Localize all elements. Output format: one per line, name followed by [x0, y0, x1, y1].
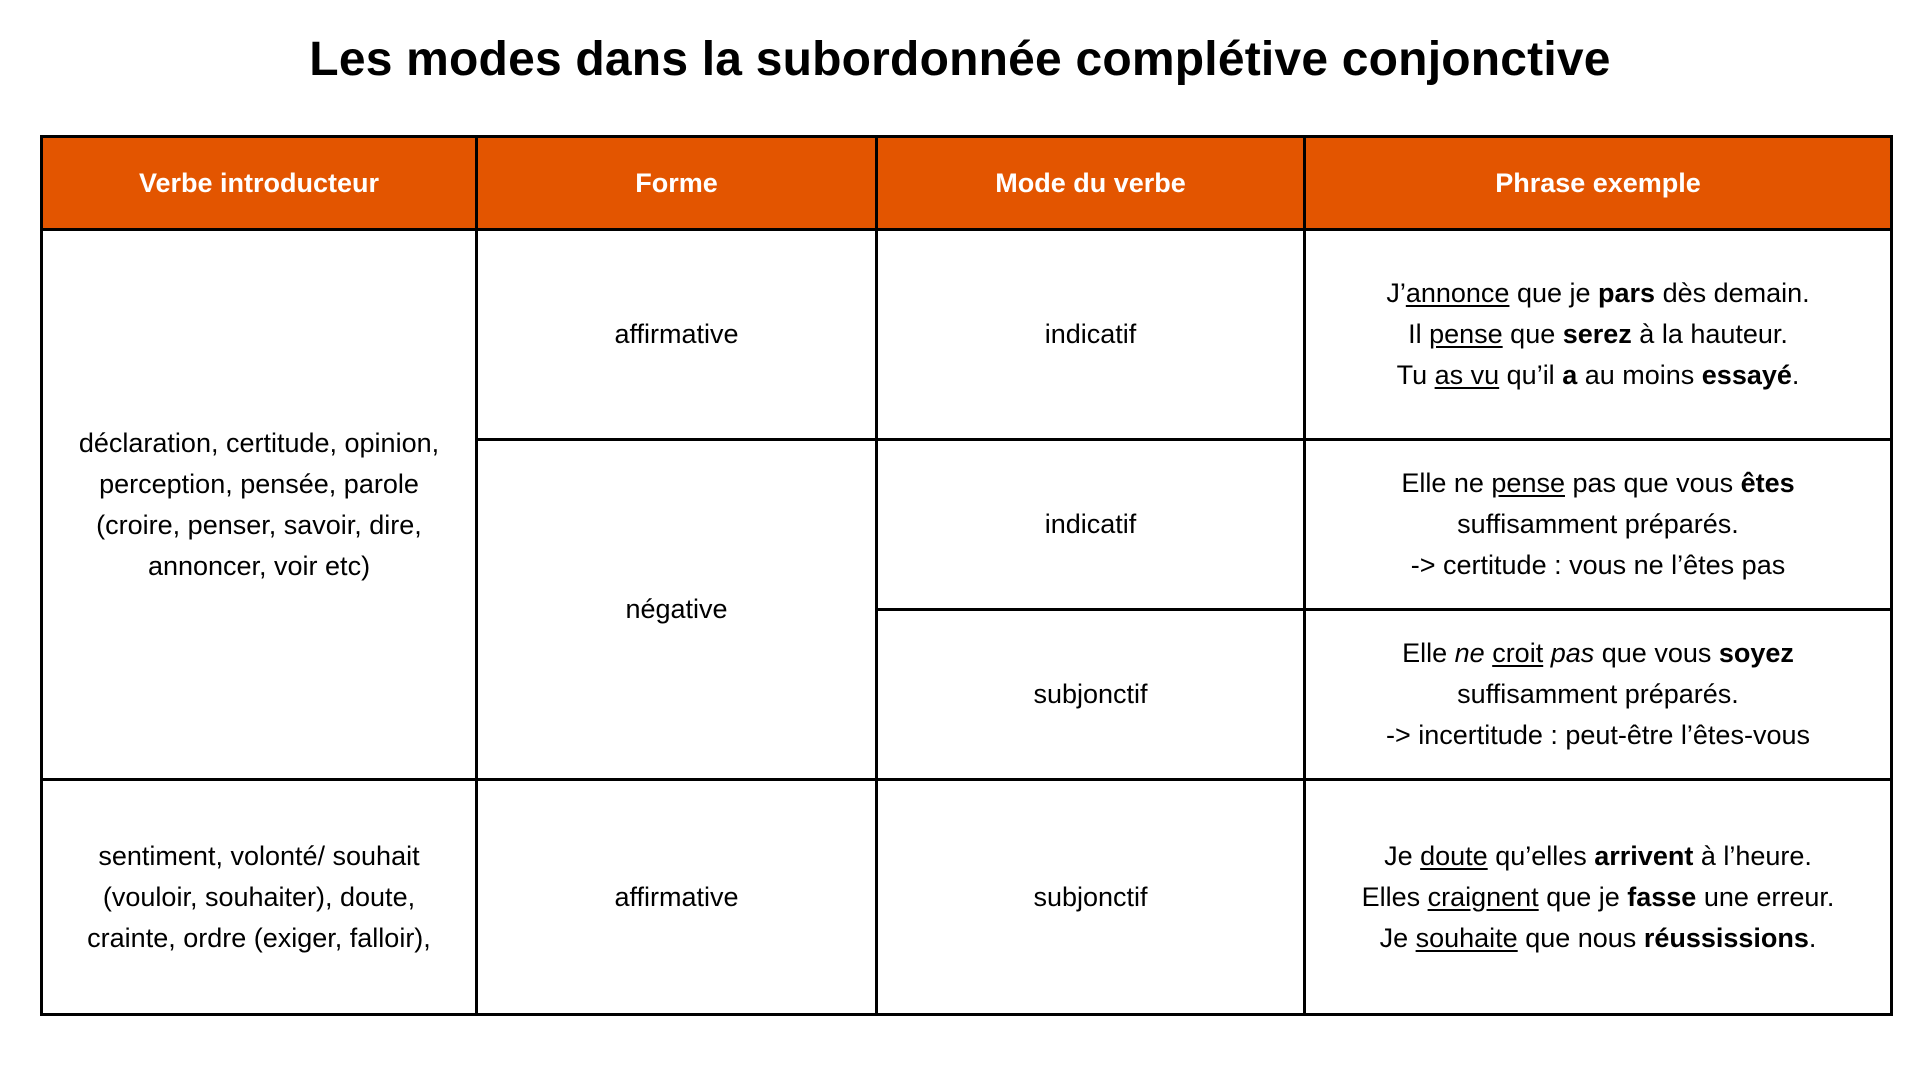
verbe-cell: déclaration, certitude, opinion, perception, pensée, parole (croire, penser, savoir, dire, annoncer, voir etc) [42, 230, 477, 780]
example-line: J’annonce que je pars dès demain. [1386, 278, 1810, 308]
header-verbe-introducteur: Verbe introducteur [42, 137, 477, 230]
forme-cell: négative [477, 440, 877, 780]
table-row [42, 230, 1892, 440]
forme-cell: affirmative [477, 780, 877, 1015]
forme-cell: affirmative [477, 230, 877, 440]
example-line: Tu as vu qu’il a au moins essayé. [1396, 360, 1800, 390]
example-cell [1305, 230, 1892, 440]
example-line: -> certitude : vous ne l’êtes pas [1410, 550, 1786, 580]
example-line: suffisamment préparés. [1457, 679, 1739, 709]
example-line: Je doute qu’elles arrivent à l’heure. [1384, 840, 1812, 871]
header-mode-du-verbe: Mode du verbe [877, 137, 1305, 230]
example-cell [1305, 780, 1892, 1015]
mode-cell: indicatif [877, 230, 1305, 440]
example-line: -> incertitude : peut-être l’êtes-vous [1386, 720, 1810, 750]
example-line: Je souhaite que nous réussissions. [1379, 922, 1817, 953]
header-forme: Forme [477, 137, 877, 230]
mode-cell: subjonctif [877, 610, 1305, 780]
mode-cell: indicatif [877, 440, 1305, 610]
header-phrase-exemple: Phrase exemple [1305, 137, 1892, 230]
header-row [42, 137, 1892, 230]
example-cell [1305, 440, 1892, 610]
example-line: Elle ne pense pas que vous êtes [1401, 468, 1795, 498]
document-title: Les modes dans la subordonnée complétive conjonctive [309, 33, 1611, 86]
mode-cell: subjonctif [877, 780, 1305, 1015]
example-line: suffisamment préparés. [1457, 509, 1739, 539]
example-cell [1305, 610, 1892, 780]
example-line: Il pense que serez à la hauteur. [1408, 319, 1788, 349]
example-line: Elle ne croit pas que vous soyez [1402, 638, 1794, 668]
modes-table [40, 135, 1893, 1016]
table-row [42, 780, 1892, 1015]
verbe-cell: sentiment, volonté/ souhait (vouloir, souhaiter), doute, crainte, ordre (exiger, falloir), [42, 780, 477, 1015]
example-line: Elles craignent que je fasse une erreur. [1361, 881, 1835, 912]
